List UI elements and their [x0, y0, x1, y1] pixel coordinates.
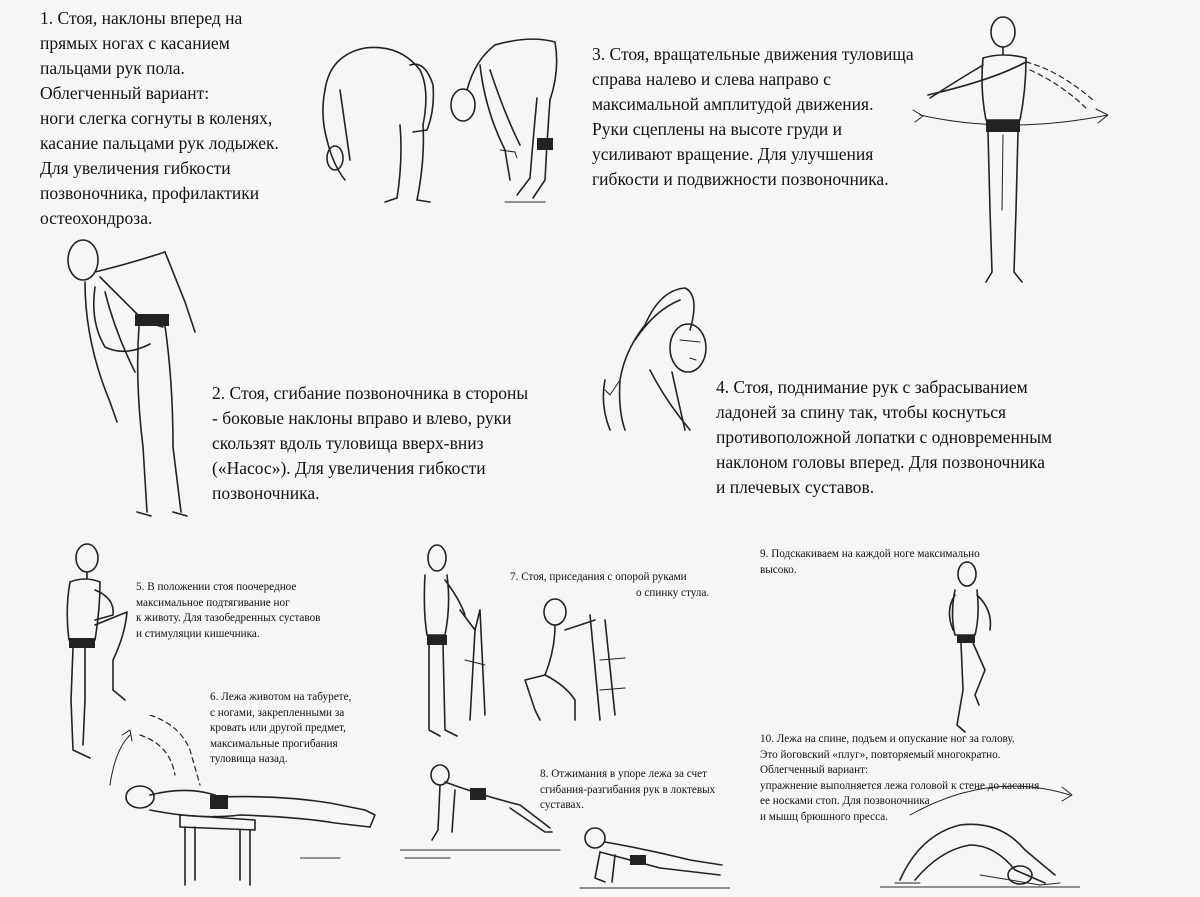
- figure-arm-behind-back: [590, 280, 720, 440]
- exercise-3-text: 3. Стоя, вращательные движения туловища справа налево и слева направо с максимальной амплитудой движения. Руки сцеплены на высоте груди и усиливают вращение. Для улучшения гибкости и подвижности позвоночника.: [592, 44, 914, 189]
- exercise-9-text: 9. Подскакиваем на каждой ноге максимально высоко.: [760, 548, 980, 576]
- exercise-1-text: 1. Стоя, наклоны вперед на прямых ногах с касанием пальцами рук пола. Облегченный вариант: ноги слегка согнуты в коленях, касание пальцами рук лодыжек. Для увеличения гибкости позвоночника, профилактики остеохондроза.: [40, 8, 279, 228]
- exercise-10-text: 10. Лежа на спине, подъем и опускание ног за голову. Это йоговский «плуг», повторяемый многократно. Облегченный вариант: упражнение выполняется лежа головой к стене до касания ее носками стоп. Для позвоночника и мышц брюшного пресса.: [760, 733, 1040, 823]
- figure-hopping: [935, 560, 1015, 735]
- exercise-6-text: 6. Лежа животом на табурете, с ногами, закрепленными за кровать или другой предмет, максимальные прогибания туловища назад.: [210, 691, 352, 765]
- exercise-7-text-line2: о спинку стула.: [636, 587, 710, 599]
- exercise-2-text: 2. Стоя, сгибание позвоночника в стороны - боковые наклоны вправо и влево, руки скользят вдоль туловища вверх-вниз («Насос»). Для увеличения гибкости позвоночника.: [212, 383, 529, 503]
- exercise-5-text: 5. В положении стоя поочередное максимальное подтягивание ног к животу. Для тазобедренных суставов и стимуляции кишечника.: [136, 581, 321, 640]
- figure-squat-with-chair: [415, 540, 640, 740]
- exercise-8-text: 8. Отжимания в упоре лежа за счет сгибания-разгибания рук в локтевых суставах.: [540, 768, 716, 811]
- exercise-7-text-line1: 7. Стоя, приседания с опорой руками: [510, 571, 687, 583]
- exercise-4-text: 4. Стоя, поднимание рук с забрасыванием ладоней за спину так, чтобы коснуться противоположной лопатки с одновременным наклоном головы вперед. Для позвоночника и плечевых суставов.: [716, 377, 1053, 497]
- figure-side-bend: [55, 232, 215, 522]
- figure-push-ups: [400, 760, 730, 895]
- figure-forward-bend: [305, 30, 585, 205]
- figure-plough: [880, 775, 1080, 895]
- figure-trunk-rotation: [908, 10, 1108, 285]
- floor-marks: [300, 855, 800, 861]
- figure-back-extension: [100, 715, 385, 895]
